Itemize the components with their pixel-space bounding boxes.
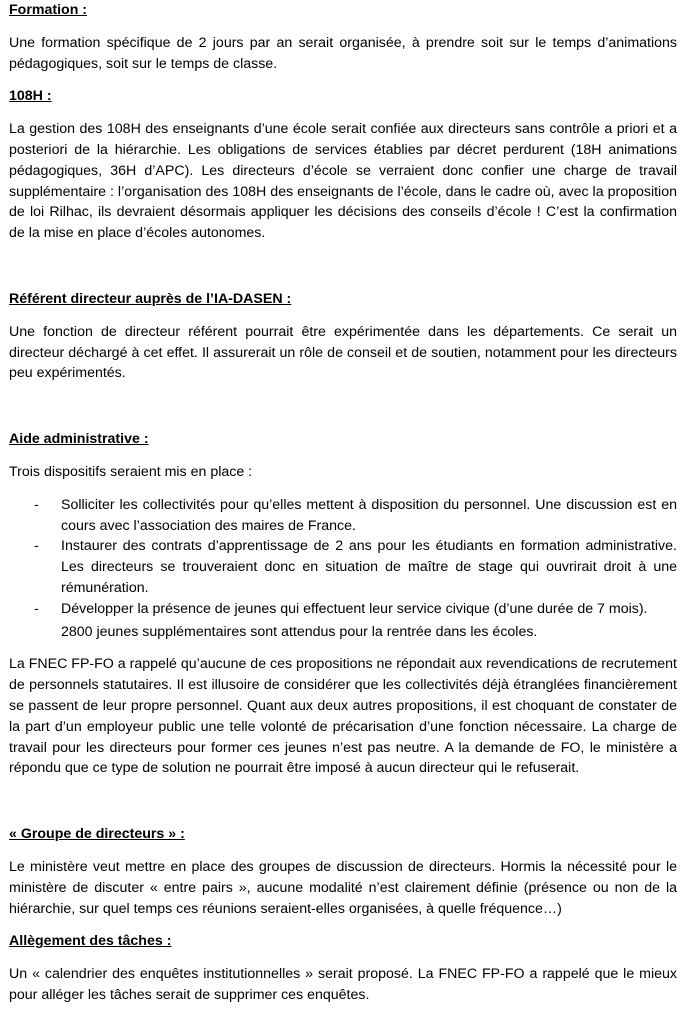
paragraph-aide-fo: La FNEC FP-FO a rappelé qu’aucune de ces propositions ne répondait aux revendications de recrutement de personnels statutaires. Il est illusoire de considérer que les collectivités déjà étranglées financièrement se passent de leur propre personnel. Quant aux deux autres propositions, il est choquant de constater de la part d’un employeur public une telle volonté de précarisation d’une fonction nécessaire. La charge de travail pour les directeurs pour former ces jeunes n’est pas neutre. A la demande de FO, le ministère a répondu que ce type de solution ne pourrait être imposé à aucun directeur qui le refuserait. <box>9 656 677 777</box>
paragraph-aide-intro: Trois dispositifs seraient mis en place : <box>9 463 253 480</box>
dispositifs-list <box>9 495 677 620</box>
list-item <box>9 599 677 620</box>
list-item <box>9 536 677 598</box>
heading-108h: 108H : <box>9 88 52 105</box>
paragraph-referent: Une fonction de directeur référent pourrait être expérimentée dans les départements. Ce serait un directeur déchargé à cet effet. Il assurerait un rôle de conseil et de soutien, notamment pour les directeurs peu expérimentés. <box>9 323 677 382</box>
list-item-text: Développer la présence de jeunes qui effectuent leur service civique (d’une durée de 7 mois). <box>61 600 648 617</box>
dash-bullet: - <box>34 496 39 513</box>
list-item-text: Instaurer des contrats d’apprentissage de 2 ans pour les étudiants en formation administrative. Les directeurs se trouveraient donc en situation de maître de stage qui ouvrirait droit à une rémunération. <box>61 538 677 596</box>
list-note: 2800 jeunes supplémentaires sont attendus pour la rentrée dans les écoles. <box>61 623 538 640</box>
list-item <box>9 495 677 537</box>
dash-bullet: - <box>34 600 39 617</box>
heading-allegement: Allègement des tâches : <box>9 933 172 950</box>
dash-bullet: - <box>34 538 39 555</box>
heading-formation: Formation : <box>9 2 88 18</box>
paragraph-groupe: Le ministère veut mettre en place des groupes de discussion de directeurs. Hormis la nécessité pour le ministère de discuter « entre pairs », aucune modalité n’est clairement définie (présence ou non de la hiérarchie, sur quel temps ces réunions seraient-elles organisées, à quelle fréquence…) <box>9 858 677 917</box>
list-item-text: Solliciter les collectivités pour qu’elles mettent à disposition du personnel. Une discussion est en cours avec l’association des maires de France. <box>61 496 677 534</box>
heading-groupe-directeurs: « Groupe de directeurs » : <box>9 826 185 843</box>
heading-aide-administrative: Aide administrative : <box>9 431 149 448</box>
paragraph-108h: La gestion des 108H des enseignants d’une école serait confiée aux directeurs sans contrôle a priori et a posteriori de la hiérarchie. Les obligations de services établies par décret perdurent (18H animations pédagogiques, 36H d’APC). Les directeurs d’école se verraient donc confier une charge de travail supplémentaire : l’organisation des 108H des enseignants de l’école, dans le cadre où, avec la proposition de loi Rilhac, ils devraient désormais appliquer les décisions des conseils d’école ! C’est la confirmation de la mise en place d’écoles autonomes. <box>9 121 677 242</box>
heading-referent: Référent directeur auprès de l’IA-DASEN : <box>9 290 292 307</box>
paragraph-allegement: Un « calendrier des enquêtes institutionnelles » serait proposé. La FNEC FP-FO a rappelé que le mieux pour alléger les tâches serait de supprimer ces enquêtes. <box>9 966 677 1003</box>
paragraph-formation: Une formation spécifique de 2 jours par an serait organisée, à prendre soit sur le temps d’animations pédagogiques, soit sur le temps de classe. <box>9 34 677 72</box>
